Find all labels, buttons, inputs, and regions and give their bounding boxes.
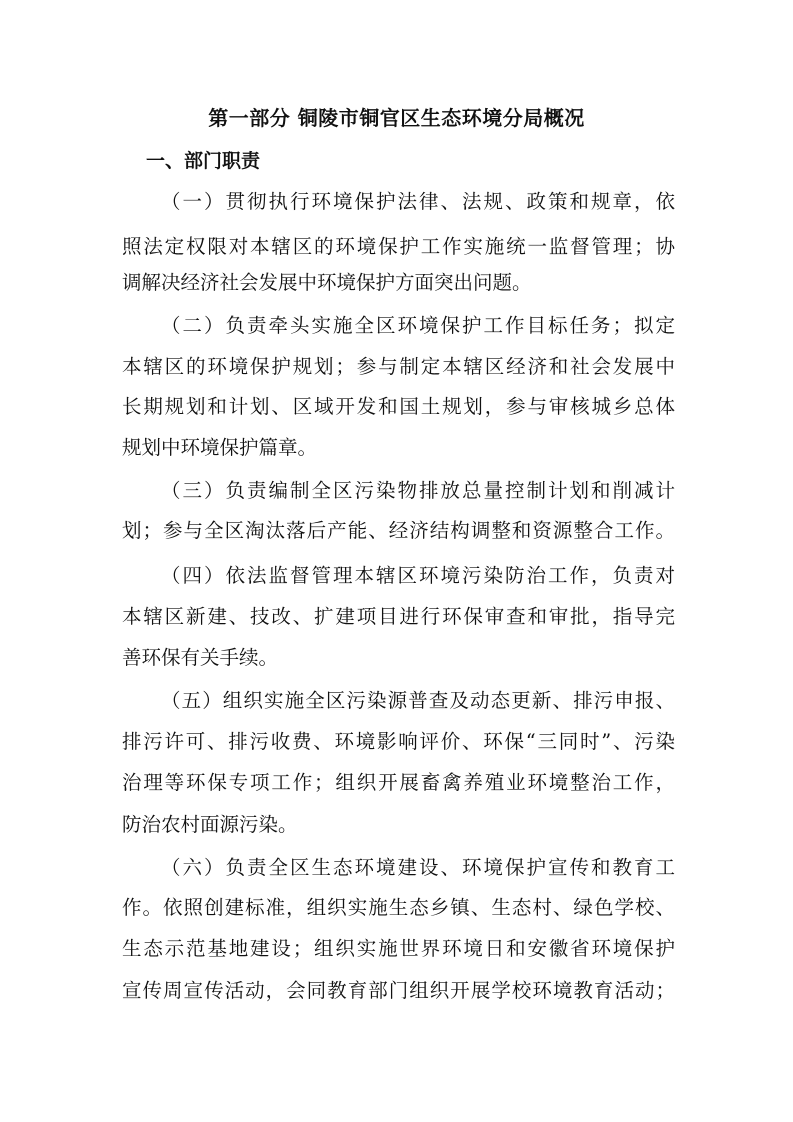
paragraph-line: （一）贯彻执行环境保护法律、法规、政策和规章，依 bbox=[161, 190, 675, 213]
paragraph-line: 规划中环境保护篇章。 bbox=[122, 436, 318, 459]
paragraph-line: 治理等环保专项工作；组织开展畜禽养殖业环境整治工作， bbox=[122, 771, 675, 794]
paragraph-line: 善环保有关手续。 bbox=[122, 646, 279, 669]
paragraph-line: （三）负责编制全区污染物排放总量控制计划和削减计 bbox=[161, 479, 675, 502]
paragraph-line: （二）负责牵头实施全区环境保护工作目标任务；拟定 bbox=[161, 314, 675, 337]
document-title: 第一部分 铜陵市铜官区生态环境分局概况 bbox=[208, 106, 585, 130]
paragraph-line: 作。依照创建标准，组织实施生态乡镇、生态村、绿色学校、 bbox=[122, 896, 675, 919]
paragraph-line: 生态示范基地建设；组织实施世界环境日和安徽省环境保护 bbox=[122, 937, 675, 960]
paragraph-line: 本辖区的环境保护规划；参与制定本辖区经济和社会发展中 bbox=[122, 355, 675, 378]
paragraph-line: 长期规划和计划、区域开发和国土规划，参与审核城乡总体 bbox=[122, 395, 675, 418]
paragraph-line: 调解决经济社会发展中环境保护方面突出问题。 bbox=[122, 271, 532, 294]
paragraph-line: 本辖区新建、技改、扩建项目进行环保审查和审批，指导完 bbox=[122, 605, 675, 628]
paragraph-line: 宣传周宣传活动，会同教育部门组织开展学校环境教育活动； bbox=[122, 979, 675, 1002]
section-heading: 一、部门职责 bbox=[146, 150, 261, 172]
paragraph-line: （六）负责全区生态环境建设、环境保护宣传和教育工 bbox=[161, 856, 675, 879]
paragraph-line: （四）依法监督管理本辖区环境污染防治工作，负责对 bbox=[161, 564, 675, 587]
paragraph-line: （五）组织实施全区污染源普查及动态更新、排污申报、 bbox=[161, 689, 675, 712]
paragraph-line: 划；参与全区淘汰落后产能、经济结构调整和资源整合工作。 bbox=[122, 519, 675, 542]
paragraph-line: 照法定权限对本辖区的环境保护工作实施统一监督管理；协 bbox=[122, 235, 675, 258]
paragraph-line: 防治农村面源污染。 bbox=[122, 813, 298, 836]
paragraph-line: 排污许可、排污收费、环境影响评价、环保“三同时”、污染 bbox=[122, 730, 675, 753]
